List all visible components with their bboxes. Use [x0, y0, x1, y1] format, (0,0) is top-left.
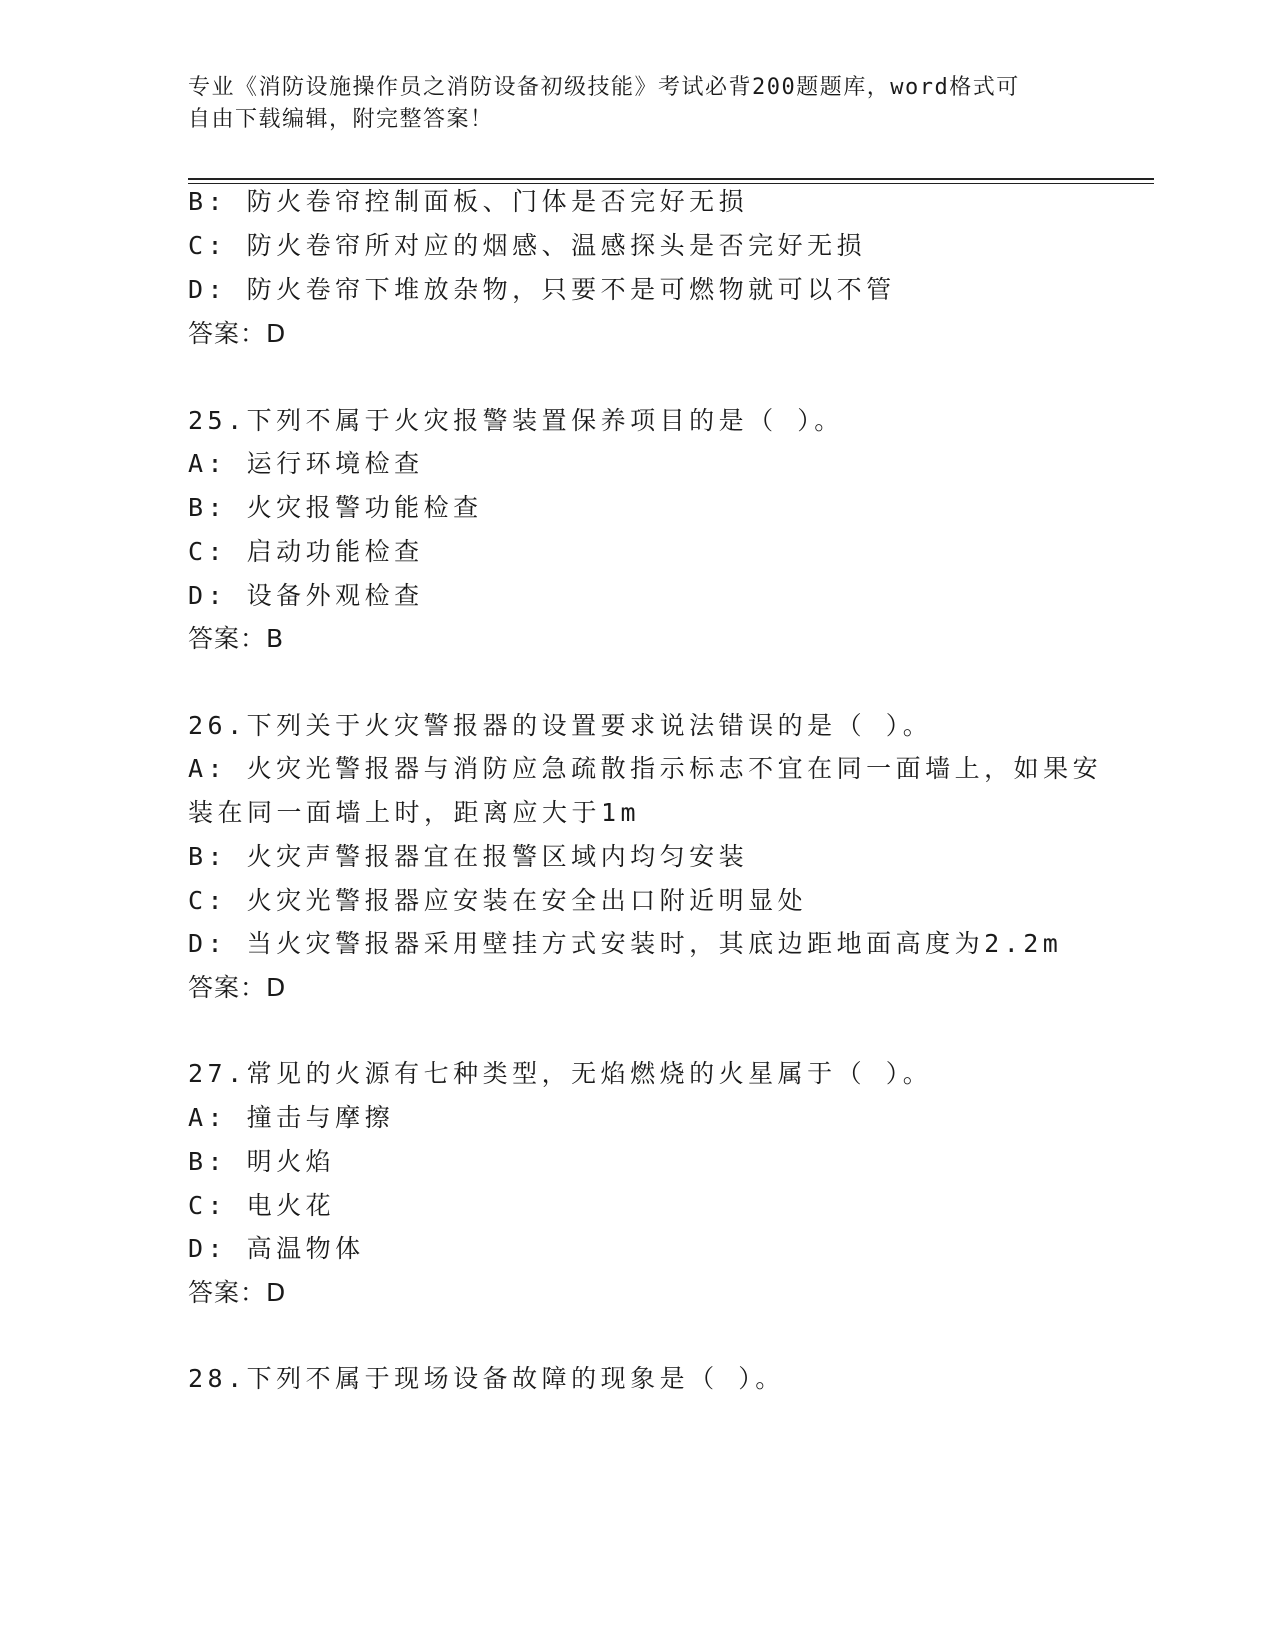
q26-question: 26.下列关于火灾警报器的设置要求说法错误的是（ ）。	[188, 711, 933, 740]
q24-option-c: C: 防火卷帘所对应的烟感、温感探头是否完好无损	[188, 231, 867, 260]
q26-option-d: D: 当火灾警报器采用壁挂方式安装时，其底边距地面高度为2.2m	[188, 929, 1063, 958]
q25-option-c: C: 启动功能检查	[188, 537, 424, 566]
q24-option-d: D: 防火卷帘下堆放杂物，只要不是可燃物就可以不管	[188, 275, 896, 304]
q25-question: 25.下列不属于火灾报警装置保养项目的是（ ）。	[188, 406, 844, 435]
q25-answer: 答案：B	[188, 624, 285, 653]
q25-option-d: D: 设备外观检查	[188, 581, 424, 610]
q26-option-a-line-2: 装在同一面墙上时，距离应大于1m	[188, 798, 641, 827]
header-divider	[188, 178, 1154, 184]
document-header	[188, 72, 1088, 136]
q26-option-c: C: 火灾光警报器应安装在安全出口附近明显处	[188, 886, 808, 915]
q28-question: 28.下列不属于现场设备故障的现象是（ ）。	[188, 1364, 785, 1393]
q24-answer: 答案：D	[188, 319, 287, 348]
header-line-2: 自由下载编辑，附完整答案！	[188, 107, 494, 132]
header-line-1: 专业《消防设施操作员之消防设备初级技能》考试必背200题题库，word格式可	[188, 75, 1020, 100]
q27-option-c: C: 电火花	[188, 1191, 336, 1220]
q27-question: 27.常见的火源有七种类型，无焰燃烧的火星属于（ ）。	[188, 1059, 933, 1088]
q25-option-b: B: 火灾报警功能检查	[188, 493, 483, 522]
q27-option-a: A: 撞击与摩擦	[188, 1103, 395, 1132]
q26-answer: 答案：D	[188, 973, 287, 1002]
q26-option-a-line-1: A: 火灾光警报器与消防应急疏散指示标志不宜在同一面墙上，如果安	[188, 754, 1103, 783]
q24-option-b: B: 防火卷帘控制面板、门体是否完好无损	[188, 187, 749, 216]
q27-answer: 答案：D	[188, 1278, 287, 1307]
q25-option-a: A: 运行环境检查	[188, 449, 424, 478]
q27-option-d: D: 高温物体	[188, 1234, 365, 1263]
q27-option-b: B: 明火焰	[188, 1147, 336, 1176]
q26-option-b: B: 火灾声警报器宜在报警区域内均匀安装	[188, 842, 749, 871]
